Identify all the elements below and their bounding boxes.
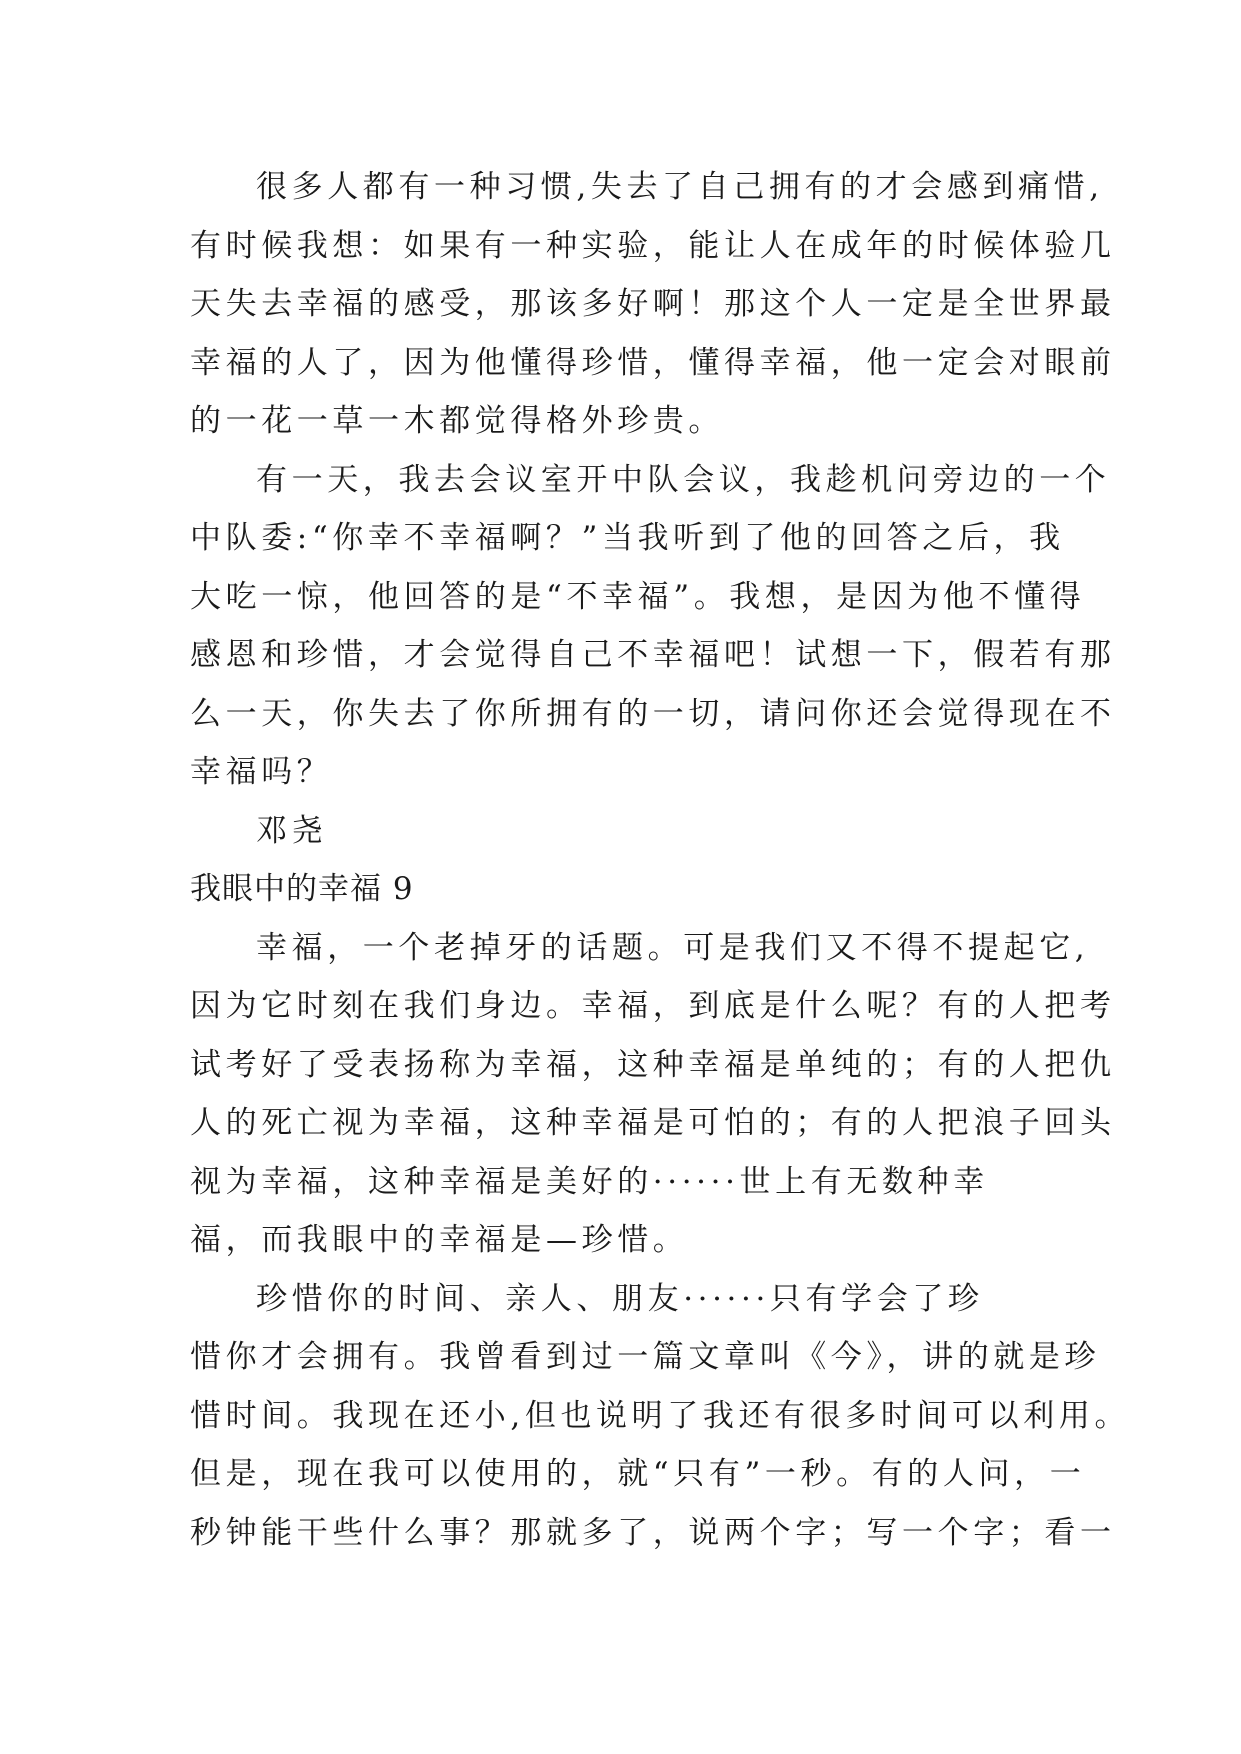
text-line: 幸福吗？ <box>190 754 333 790</box>
text-line: 幸福，一个老掉牙的话题。可是我们又不得不提起它, <box>256 929 1090 966</box>
document-body <box>190 158 1131 1562</box>
paragraph-4 <box>190 1270 1131 1563</box>
section-title-text: 我眼中的幸福 9 <box>190 871 414 907</box>
author-name <box>190 802 1070 861</box>
paragraph-1 <box>190 158 1116 451</box>
text-line: 么一天，你失去了你所拥有的一切，请问你还会觉得现在不 <box>190 695 1116 732</box>
text-line: 福，而我眼中的幸福是—珍惜。 <box>190 1222 689 1258</box>
text-line: 试考好了受表扬称为幸福，这种幸福是单纯的；有的人把仇 <box>190 1046 1116 1083</box>
text-line: 惜你才会拥有。我曾看到过一篇文章叫《今》，讲的就是珍 <box>190 1339 1101 1375</box>
text-line: 有一天，我去会议室开中队会议，我趁机问旁边的一个 <box>256 461 1111 498</box>
paragraph-2 <box>190 451 1116 802</box>
text-line: 有时候我想：如果有一种实验，能让人在成年的时候体验几 <box>190 227 1116 264</box>
text-line: 幸福的人了，因为他懂得珍惜，懂得幸福，他一定会对眼前 <box>190 344 1116 381</box>
text-line: 感恩和珍惜，才会觉得自己不幸福吧！试想一下，假若有那 <box>190 637 1116 673</box>
text-line: 秒钟能干些什么事？那就多了，说两个字；写一个字；看一 <box>190 1514 1116 1551</box>
text-line: 的一花一草一木都觉得格外珍贵。 <box>190 403 724 439</box>
text-line: 因为它时刻在我们身边。幸福，到底是什么呢？有的人把考 <box>190 988 1116 1024</box>
text-line: 惜时间。我现在还小,但也说明了我还有很多时间可以利用。 <box>190 1397 1131 1434</box>
text-line: 视为幸福，这种幸福是美好的······世上有无数种幸 <box>190 1163 989 1200</box>
text-line: 天失去幸福的感受，那该多好啊！那这个人一定是全世界最 <box>190 286 1116 322</box>
text-line: 人的死亡视为幸福，这种幸福是可怕的；有的人把浪子回头 <box>190 1105 1116 1141</box>
author-line: 邓尧 <box>256 812 328 849</box>
text-line: 很多人都有一种习惯,失去了自己拥有的才会感到痛惜, <box>256 169 1104 205</box>
text-line: 珍惜你的时间、亲人、朋友······只有学会了珍 <box>256 1280 984 1317</box>
text-line: 但是，现在我可以使用的，就“只有”一秒。有的人问，一 <box>190 1456 1086 1492</box>
text-line: 大吃一惊，他回答的是“不幸福”。我想，是因为他不懂得 <box>190 578 1086 615</box>
text-line: 中队委:“你幸不幸福啊？”当我听到了他的回答之后，我 <box>190 520 1065 556</box>
section-title <box>190 860 1070 919</box>
paragraph-3 <box>190 919 1116 1270</box>
